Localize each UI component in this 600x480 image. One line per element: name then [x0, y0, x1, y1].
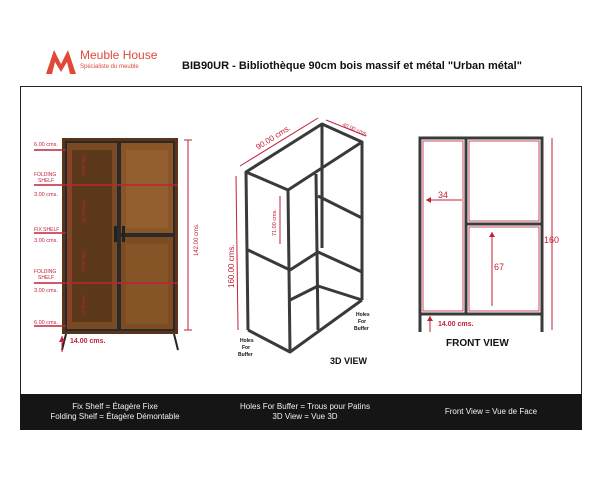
glass-pane [126, 150, 168, 228]
glass-pane [126, 244, 168, 324]
legend-text: Front View = Vue de Face [444, 407, 538, 416]
dim-label: 6.00 cms. [34, 142, 58, 148]
inner-dim-label: 32.00 cms. [81, 249, 86, 272]
holes-label: Holes [356, 312, 370, 318]
photo-view [34, 138, 200, 352]
height-label-3d: 160.00 cms. [227, 244, 236, 288]
width-label: 90.00 cms. [254, 123, 293, 152]
legend-footer [20, 394, 582, 430]
holes-label: Buffer [238, 352, 253, 358]
height-label: 142.00 cms. [194, 223, 200, 256]
legend-text: Folding Shelf = Étagère Démontable [50, 412, 180, 421]
legend-text: Holes For Buffer = Trous pour Patins [240, 402, 370, 411]
dim-label: FOLDING [34, 269, 57, 275]
dim-label: SHELF [38, 275, 55, 281]
dim-label: FIX SHELF [34, 227, 60, 233]
legend-col-2 [210, 394, 400, 430]
dim-label: SHELF [38, 178, 55, 184]
inner-dim-label: 35.00 cms. [81, 153, 86, 176]
dim-label: FOLDING [34, 172, 57, 178]
page-title: BIB90UR - Bibliothèque 90cm bois massif et métal "Urban métal" [182, 60, 522, 72]
dim-67: 67 [494, 262, 505, 272]
leg-label: 14.00 cms. [70, 338, 106, 345]
legend-col-1 [20, 394, 210, 430]
leg-label-front: 14.00 cms. [438, 321, 474, 328]
dim-160: 160 [544, 235, 560, 245]
inner-dim-label: 32.00 cms. [81, 199, 86, 222]
caption-3d: 3D VIEW [330, 356, 368, 366]
brand-tagline: Spécialiste du meuble [80, 64, 139, 70]
brand-name: Meuble House [80, 48, 158, 62]
legend-text: Fix Shelf = Étagère Fixe [72, 402, 158, 411]
dim-label: 3.00 cms. [34, 238, 58, 244]
front-frame [420, 138, 542, 332]
holes-label: Buffer [354, 326, 369, 332]
holes-label: For [358, 319, 367, 325]
dim-34: 34 [438, 190, 449, 200]
holes-label: Holes [240, 338, 254, 344]
three-d-view [227, 118, 370, 366]
dim-label: 3.00 cms. [34, 288, 58, 294]
dim-label: 3.00 cms. [34, 192, 58, 198]
legend-col-3 [400, 394, 582, 430]
glass-pane [72, 150, 112, 322]
metal-frame [246, 124, 362, 352]
holes-label: For [242, 345, 251, 351]
inner-label-3d: 71.00 cms. [272, 209, 278, 236]
depth-label: 40.00 cms. [341, 122, 369, 138]
caption-front: FRONT VIEW [446, 338, 509, 349]
leg [174, 334, 178, 350]
dim-label: 6.00 cms. [34, 320, 58, 326]
door-handle [114, 226, 117, 242]
front-view [420, 138, 559, 349]
legend-text: 3D View = Vue 3D [272, 412, 338, 421]
inner-dim-label: 32.00 cms. [81, 293, 86, 316]
door-handle [122, 226, 125, 242]
